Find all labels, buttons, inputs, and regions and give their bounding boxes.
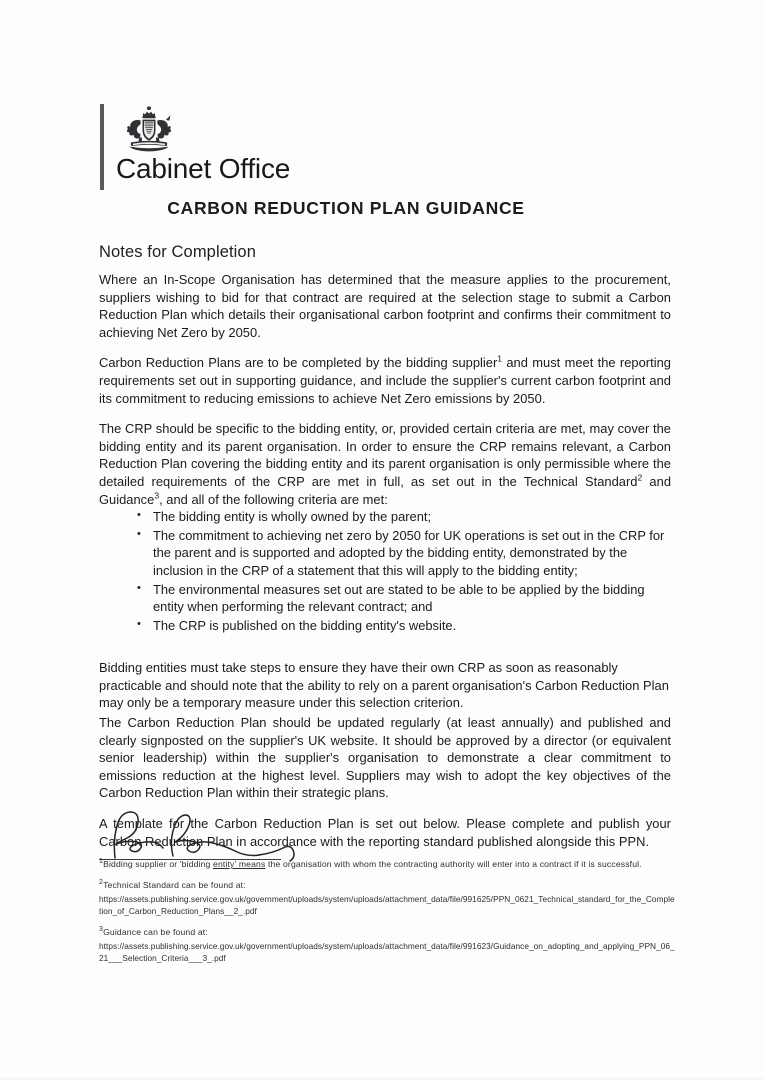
masthead-vertical-rule	[100, 104, 104, 190]
footnote-1	[99, 858, 675, 871]
footnote-1-marker: 1	[99, 858, 104, 866]
footnote-1-text	[99, 858, 675, 871]
masthead	[100, 104, 520, 190]
list-item: • The CRP is published on the bidding entity's website.	[137, 617, 671, 635]
footnote-3-url[interactable]: https://assets.publishing.service.gov.uk/government/uploads/system/uploads/attachment_data/file/991623/Guidance_on_adopting_and_applying_PPN_06_21___Selection_Criteria___3_.pdf	[99, 941, 675, 964]
department-name: Cabinet Office	[116, 153, 291, 184]
footnote-2-marker: 2	[99, 878, 104, 886]
footnote-2-url[interactable]: https://assets.publishing.service.gov.uk/government/uploads/system/uploads/attachment_data/file/991625/PPN_0621_Technical_standard_for_the_Completion_of_Carbon_Reduction_Plans__2_.pdf	[99, 894, 675, 917]
footnote-2	[99, 879, 675, 918]
footnotes	[99, 858, 675, 973]
handwritten-signature-icon	[107, 806, 367, 864]
footnote-2-label: Technical Standard can be found at:	[103, 879, 246, 890]
paragraph-crp-text-b: and Guidance	[99, 473, 672, 507]
paragraph-reporting-text-b: and must meet the reporting requirements set out in supporting guidance, and include the supplier's current carbon footprint and its commitment to reducing emissions to achieve Net Zero emissions by 2050.	[99, 355, 671, 406]
document-title: CARBON REDUCTION PLAN GUIDANCE	[167, 198, 525, 218]
footnote-3-label: Guidance can be found at:	[103, 926, 208, 937]
footnote-2-text	[99, 879, 675, 892]
criteria-list	[99, 508, 671, 634]
paragraph-reporting-requirements	[99, 354, 671, 407]
footnote-ref-3: 3	[154, 490, 160, 501]
paragraph-crp-text-c: , and all of the following criteria are met:	[159, 491, 388, 507]
list-item: • The commitment to achieving net zero by 2050 for UK operations is set out in the CRP for the parent and is supported and adopted by the bidding entity, demonstrated by the inclusion in the CRP of a statement that this will apply to the bidding entity;	[137, 527, 671, 580]
section-heading-notes-for-completion: Notes for Completion	[99, 243, 256, 261]
footnote-3-marker: 3	[99, 925, 104, 933]
paragraph-own-crp: Bidding entities must take steps to ensure they have their own CRP as soon as reasonably practicable and should note that the ability to rely on a parent organisation's Carbon Reduction Plan may only be a temporary measure under this selection criterion.	[99, 660, 669, 711]
footnote-1-text-b: the organisation with whom the contracting authority will enter into a contract if it is successful.	[265, 859, 642, 869]
royal-coat-of-arms-icon	[118, 104, 180, 152]
paragraph-crp-specificity	[99, 420, 671, 508]
list-item: • The environmental measures set out are stated to be able to be applied by the bidding entity when performing the relevant contract; and	[137, 581, 671, 616]
paragraph-template: A template for the Carbon Reduction Plan is set out below. Please complete and publish your Carbon Reduction Plan in accordance with the reporting standard published alongside this PPN.	[99, 816, 671, 849]
paragraph-crp-updates: The Carbon Reduction Plan should be updated regularly (at least annually) and published and clearly signposted on the supplier's UK website. It should be approved by a director (or equivalent senior leadership) within the supplier's organisation to demonstrate a clear commitment to emissions reduction at the highest level. Suppliers may wish to adopt the key objectives of the Carbon Reduction Plan within their strategic plans.	[99, 715, 671, 801]
footnote-ref-2: 2	[637, 472, 643, 483]
footnote-3	[99, 926, 675, 965]
paragraph-spacer	[99, 647, 671, 659]
paragraph-crp-text-a: The CRP should be specific to the bidding entity, or, provided certain criteria are met, may cover the bidding entity and its parent organisation. In order to ensure the CRP remains relevant, a Carbon Reduction Plan covering the bidding entity and its parent organisation is only permissible where the detailed requirements of the CRP are met in full, as set out in the Technical Standard	[99, 421, 671, 489]
paragraph-reporting-text-a: Carbon Reduction Plans are to be completed by the bidding supplier	[99, 355, 498, 371]
footnote-ref-1: 1	[497, 354, 503, 365]
paragraph-scope: Where an In-Scope Organisation has determined that the measure applies to the procurement, suppliers wishing to bid for that contract are required at the selection stage to submit a Carbon Reduction Plan which details their organisational carbon footprint and confirms their commitment to achieving Net Zero by 2050.	[99, 272, 671, 340]
list-item: • The bidding entity is wholly owned by the parent;	[137, 508, 671, 526]
footnote-1-text-a: Bidding supplier or 'bidding	[103, 859, 214, 869]
footnote-3-text	[99, 926, 675, 939]
footnote-1-text-underlined: entity' means	[213, 859, 266, 869]
